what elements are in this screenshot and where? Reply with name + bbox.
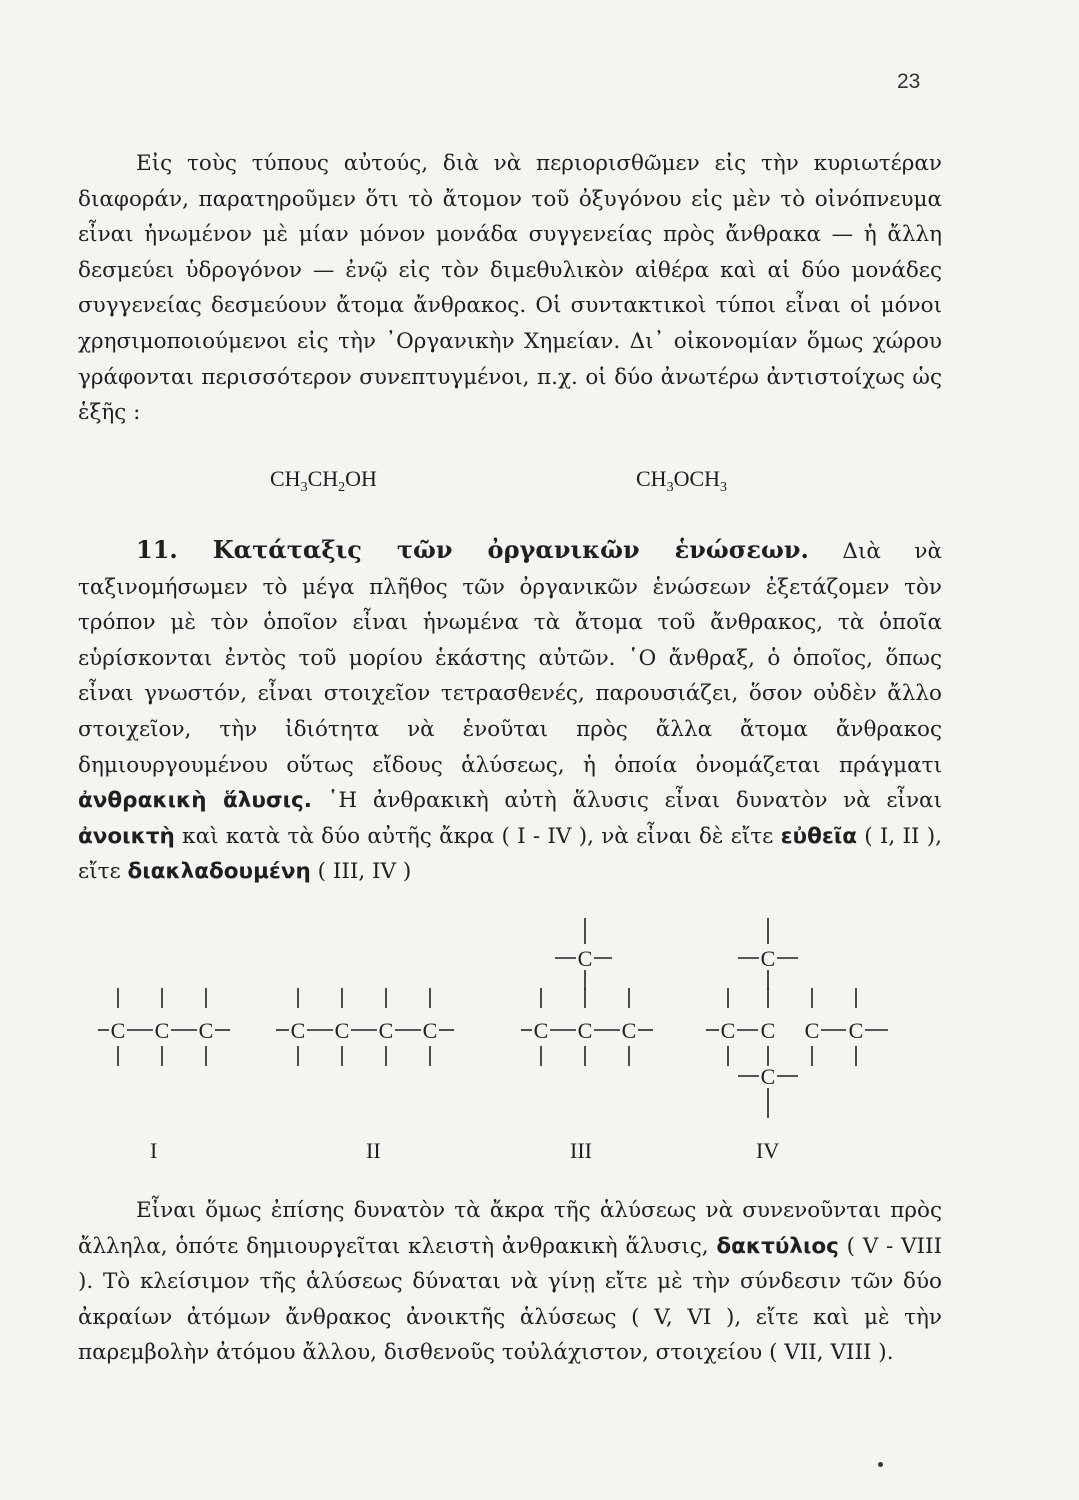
carbon-atom: C <box>848 1018 864 1043</box>
carbon-atom: C <box>577 946 593 971</box>
term-carbon-chain: ἀνθρακικὴ ἅλυσις. <box>78 788 312 814</box>
structure-IV <box>706 918 888 1118</box>
paragraph-closed-chain: Εἶναι ὅμως ἐπίσης δυνατὸν τὰ ἄκρα τῆς ἁλύσεως νὰ συνενοῦνται πρὸς ἄλληλα, ὁπότε δημιουργεῖται κλειστὴ ἀνθρακικὴ ἅλυσις, δακτύλιος ( V - VIII ). Τὸ κλείσιμον τῆς ἁλύσεως δύναται νὰ γίνῃ εἴτε μὲ τὴν σύνδεσιν τῶν δύο ἀκραίων ἀτόμων ἄνθρακος ἀνοικτῆς ἁλύσεως ( V, VI ), εἴτε καὶ μὲ τὴν παρεμβολὴν ἀτόμου ἄλλου, δισθενοῦς τοὐλάχιστον, στοιχείου ( VII, VIII ). <box>78 1198 942 1366</box>
structure-III <box>521 918 653 1066</box>
structure-I <box>98 988 230 1066</box>
carbon-atom: C <box>154 1018 170 1043</box>
carbon-atom: C <box>422 1018 438 1043</box>
label-IV: IV <box>756 1138 780 1163</box>
carbon-atom: C <box>720 1018 736 1043</box>
carbon-atom: C <box>760 946 776 971</box>
section-heading: 11. Κατάταξις τῶν ὀργανικῶν ἑνώσεων. <box>136 535 809 564</box>
label-I: I <box>150 1138 158 1163</box>
carbon-atom: C <box>110 1018 126 1043</box>
carbon-atom: C <box>533 1018 549 1043</box>
term-straight: εὐθεῖα <box>780 823 857 849</box>
formula-dimethyl-ether: $CH_3OCH_3$ <box>636 466 728 495</box>
term-branched: διακλαδουμένη <box>127 859 311 885</box>
carbon-atom: C <box>290 1018 306 1043</box>
carbon-atom: C <box>760 1018 776 1043</box>
carbon-atom: C <box>760 1064 776 1089</box>
paragraph-text: Εἰς τοὺς τύπους αὐτούς, διὰ νὰ περιορισθῶμεν εἰς τὴν κυριωτέραν διαφοράν, παρατηροῦμεν ὅτι τὸ ἄτομον τοῦ ὀξυγόνου εἰς μὲν τὸ οἰνόπνευμα εἶναι ἡνωμένον μὲ μίαν μόνον μονάδα συγγενείας πρὸς ἄνθρακα — ἡ ἄλλη δεσμεύει ὑδρογόνον — ἐνῷ εἰς τὸν διμεθυλικὸν αἰθέρα καὶ αἱ δύο μονάδες συγγενείας δεσμεύουν ἄτομα ἄνθρακος. Οἱ συντακτικοὶ τύποι εἶναι οἱ μόνοι χρησιμοποιούμενοι εἰς τὴν ᾽Οργανικὴν Χημείαν. Δι᾽ οἰκονομίαν ὅμως χώρου γράφονται περισσότερον συνεπτυγμένοι, π.χ. οἱ δύο ἀνωτέρω ἀντιστοίχως ὡς ἑξῆς : <box>78 151 942 426</box>
carbon-atom: C <box>621 1018 637 1043</box>
carbon-atom: C <box>804 1018 820 1043</box>
carbon-atom: C <box>577 1018 593 1043</box>
label-II: II <box>366 1138 381 1163</box>
term-ring: δακτύλιος <box>716 1233 839 1259</box>
carbon-atom: C <box>198 1018 214 1043</box>
formula-ethanol: $CH_3CH_2OH$ <box>270 466 377 495</box>
carbon-atom: C <box>378 1018 394 1043</box>
ink-dot <box>878 1462 883 1467</box>
structure-II <box>276 988 454 1066</box>
term-open: ἀνοικτὴ <box>78 823 175 849</box>
label-III: III <box>570 1138 592 1163</box>
carbon-atom: C <box>334 1018 350 1043</box>
section-11-classification: 11. Κατάταξις τῶν ὀργανικῶν ἑνώσεων. Διὰ νὰ ταξινομήσωμεν τὸ μέγα πλῆθος τῶν ὀργανικῶν ἑνώσεων ἐξετάζομεν τὸν τρόπον μὲ τὸν ὁποῖον εἶναι ἡνωμένα τὰ ἄτομα τοῦ ἄνθρακος, τὰ ὁποῖα εὑρίσκονται ἐντὸς τοῦ μορίου ἑκάστης αὐτῶν. ῾Ο ἄνθραξ, ὁ ὁποῖος, ὅπως εἶναι γνωστόν, εἶναι στοιχεῖον τετρασθενές, παρουσιάζει, ὅσον οὐδὲν ἄλλο στοιχεῖον, τὴν ἰδιότητα νὰ ἑνοῦται πρὸς ἄλλα ἄτομα ἄνθρακος δημιουργουμένου οὕτως εἴδους ἁλύσεως, ἡ ὁποία ὀνομάζεται πράγματι ἀνθρακικὴ ἅλυσις. ῾Η ἀνθρακικὴ αὐτὴ ἅλυσις εἶναι δυνατὸν νὰ εἶναι ἀνοικτὴ καὶ κατὰ τὰ δύο αὐτῆς ἄκρα ( I - IV ), νὰ εἶναι δὲ εἴτε εὐθεῖα ( I, II ), εἴτε διακλαδουμένη ( III, IV ) <box>78 535 943 885</box>
page-number: 23 <box>897 70 921 93</box>
paragraph-formula-explanation <box>78 146 942 431</box>
